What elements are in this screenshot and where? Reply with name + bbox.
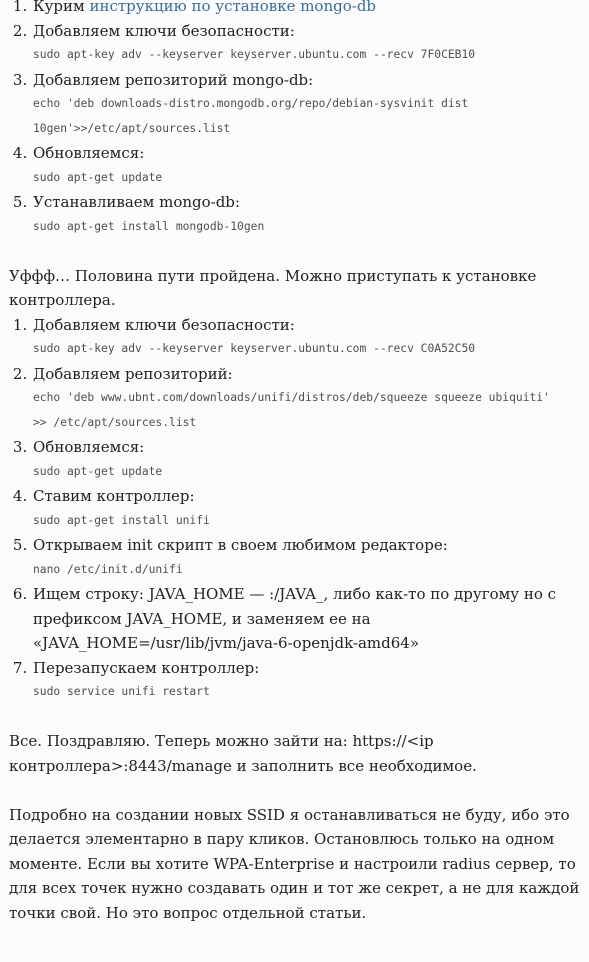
step-text: Добавляем ключи безопасности: bbox=[33, 315, 295, 334]
code-snippet: echo 'deb www.ubnt.com/downloads/unifi/distros/deb/squeeze squeeze ubiquiti' >> /etc/apt/sources.list bbox=[33, 391, 550, 429]
step-text: Перезапускаем контроллер: bbox=[33, 658, 260, 677]
step-text: Ставим контроллер: bbox=[33, 487, 195, 505]
list-item bbox=[32, 435, 580, 484]
paragraph-halfway: Уффф… Половина пути пройдена. Можно приступать к установке контроллера. bbox=[9, 266, 537, 309]
step-text: Устанавливаем mongo-db: bbox=[33, 193, 240, 211]
controller-install-steps bbox=[9, 313, 580, 705]
step-text: Курим bbox=[33, 0, 90, 15]
code-snippet: sudo apt-get update bbox=[33, 464, 163, 478]
spacer bbox=[9, 778, 580, 803]
step-text: Добавляем репозиторий mongo-db: bbox=[33, 70, 314, 89]
list-item bbox=[32, 19, 580, 68]
mongo-install-steps bbox=[9, 0, 580, 239]
code-snippet: sudo apt-get install mongodb-10gen bbox=[33, 219, 265, 233]
step-text: Обновляемся: bbox=[33, 438, 145, 456]
code-snippet: sudo service unifi restart bbox=[33, 685, 210, 698]
code-snippet: sudo apt-key adv --keyserver keyserver.ubuntu.com --recv C0A52C50 bbox=[33, 342, 476, 355]
list-item bbox=[32, 484, 580, 533]
step-text: Ищем строку: JAVA_HOME — :/JAVA_, либо как-то по другому но с префиксом JAVA_HOME, и заменяем ее на «JAVA_HOME=/usr/lib/jvm/java-6-openjdk-amd64» bbox=[33, 585, 557, 652]
list-item bbox=[32, 656, 580, 705]
code-snippet: sudo apt-key adv --keyserver keyserver.ubuntu.com --recv 7F0CEB10 bbox=[33, 48, 476, 61]
step-text: Добавляем репозиторий: bbox=[33, 364, 233, 383]
code-snippet: nano /etc/init.d/unifi bbox=[33, 562, 183, 576]
code-snippet: echo 'deb downloads-distro.mongodb.org/repo/debian-sysvinit dist 10gen'>>/etc/apt/sources.list bbox=[33, 97, 469, 135]
list-item bbox=[32, 141, 580, 190]
list-item bbox=[32, 533, 580, 582]
list-item bbox=[32, 582, 580, 656]
step-text: Обновляемся: bbox=[33, 144, 145, 162]
step-text: Открываем init скрипт в своем любимом редакторе: bbox=[33, 536, 448, 554]
paragraph-ssid: Подробно на создании новых SSID я останавливаться не буду, ибо это делается элементарно в пару кликов. Остановлюсь только на одном моменте. Если вы хотите WPA-Enterprise и настроили radius сервер, то для всех точек нужно создавать один и тот же секрет, а не для каждой точки свой. Но это вопрос отдельной статьи. bbox=[9, 805, 580, 922]
spacer bbox=[9, 239, 580, 264]
paragraph-congrats: Все. Поздравляю. Теперь можно зайти на: https://<ip контроллера>:8443/manage и заполнить все необходимое. bbox=[9, 732, 477, 775]
list-item bbox=[32, 362, 580, 436]
mongo-install-guide-link[interactable]: инструкцию по установке mongo-db bbox=[89, 0, 377, 15]
spacer bbox=[9, 705, 580, 730]
step-text: Добавляем ключи безопасности: bbox=[33, 21, 295, 40]
list-item bbox=[32, 68, 580, 142]
list-item bbox=[32, 190, 580, 239]
code-snippet: sudo apt-get install unifi bbox=[33, 513, 210, 527]
list-item bbox=[32, 0, 580, 19]
list-item bbox=[32, 313, 580, 362]
code-snippet: sudo apt-get update bbox=[33, 170, 163, 184]
